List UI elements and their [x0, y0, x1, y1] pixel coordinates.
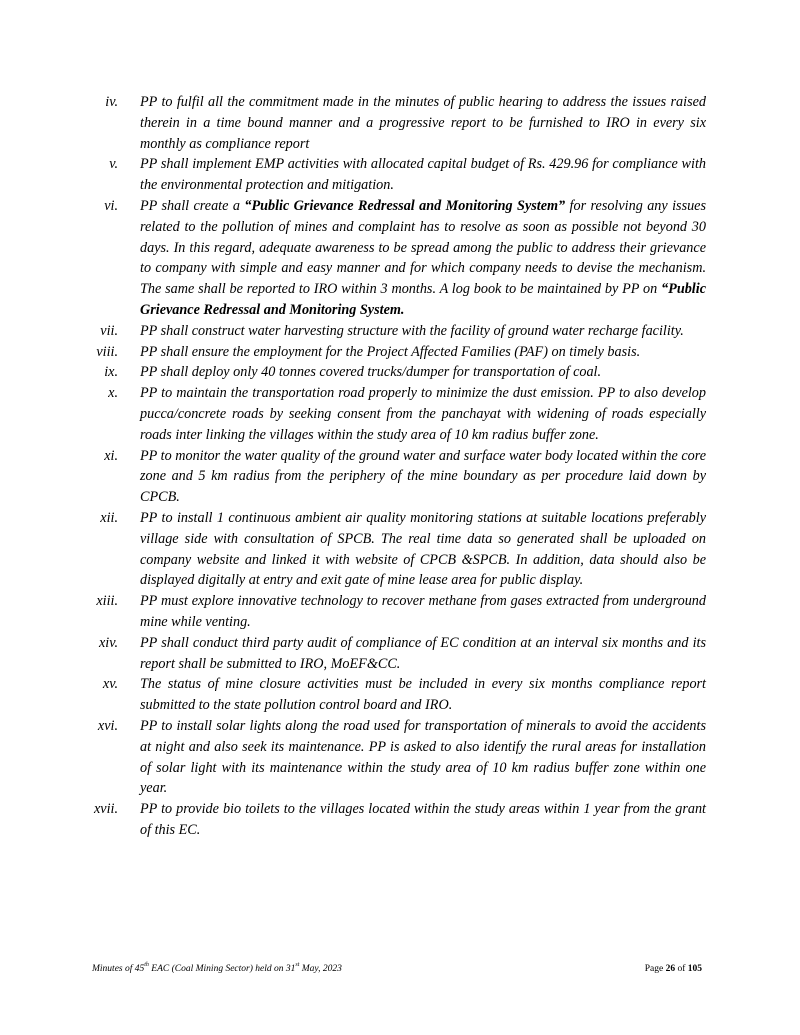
item-text: PP shall construct water harvesting structure with the facility of ground water recharge facility. [140, 322, 684, 339]
list-item [0, 633, 706, 675]
item-number: ix. [104, 364, 118, 381]
item-text: PP to maintain the transportation road properly to minimize the dust emission. PP to also develop pucca/concrete roads by seeking consent from the panchayat with widening of roads especially roads inter linking the villages within the study area of 10 km radius buffer zone. [140, 385, 706, 443]
list-item [0, 446, 706, 508]
item-text: PP shall ensure the employment for the Project Affected Families (PAF) on timely basis. [140, 343, 641, 360]
page-label: Page [644, 964, 666, 974]
footer-sup-st: st [295, 962, 300, 968]
item-number: vii. [100, 322, 118, 339]
item-text: PP to monitor the water quality of the ground water and surface water body located within the core zone and 5 km radius from the periphery of the mine boundary as per procedure laid down by CPCB. [140, 447, 706, 506]
item-text-pre: PP shall create a [140, 197, 245, 214]
footer-text-b: EAC (Coal Mining Sector) held on 31 [148, 964, 296, 974]
item-text [140, 198, 706, 318]
item-text: PP shall implement EMP activities with allocated capital budget of Rs. 429.96 for compliance with the environmental protection and mitigation. [140, 156, 706, 194]
list-item [0, 321, 706, 342]
item-number: xvii. [93, 801, 118, 818]
footer-text-c: May, 2023 [299, 964, 342, 974]
footer-meeting-info [92, 964, 708, 974]
item-number: v. [109, 156, 118, 173]
item-number: xvi. [97, 717, 118, 734]
item-number: iv. [105, 94, 118, 110]
item-text: PP to install solar lights along the road used for transportation of minerals to avoid the accidents at night and also seek its maintenance. PP is asked to also identify the rural areas for installation of solar light with its maintenance within the study area of 10 km radius buffer zone within one year. [140, 717, 706, 797]
item-number: xiv. [98, 634, 118, 651]
list-item [0, 508, 706, 591]
item-text: PP shall deploy only 40 tonnes covered trucks/dumper for transportation of coal. [140, 364, 602, 381]
item-text: PP shall conduct third party audit of compliance of EC condition at an interval six months and its report shall be submitted to IRO, MoEF&CC. [140, 634, 706, 672]
list-item [0, 342, 706, 363]
page-total: 105 [687, 964, 702, 974]
page-current: 26 [665, 964, 676, 974]
item-number: vi. [104, 197, 118, 214]
list-item [0, 92, 706, 154]
list-item [0, 674, 706, 716]
item-text-mid: for resolving any issues related to the pollution of mines and complaint has to resolve as soon as possible not beyond 30 days. In this regard, adequate awareness to be spread among the public to address their grievance to company with simple and easy manner and for which company needs to devise the mechanism. The same shall be reported to IRO within 3 months. A log book to be maintained by PP on [140, 197, 707, 298]
item-text: PP to provide bio toilets to the villages located within the study areas within 1 year from the grant of this EC. [140, 801, 706, 838]
list-item [0, 362, 706, 383]
footer-text-a: Minutes of 45 [92, 964, 145, 974]
item-number: xii. [100, 509, 118, 526]
page-number [645, 964, 702, 974]
item-number: xi. [104, 447, 118, 464]
list-item [0, 799, 706, 841]
item-number: x. [108, 385, 118, 402]
list-item [0, 383, 706, 445]
item-number: xv. [102, 676, 118, 693]
item-number: xiii. [96, 593, 118, 610]
item-text: PP to install 1 continuous ambient air quality monitoring stations at suitable locations preferably village side with consultation of SPCB. The real time data so generated shall be uploaded on company website and linked it with website of CPCB &SPCB. In addition, data should also be displayed digitally at entry and exit gate of mine lease area for public display. [140, 509, 706, 589]
item-text: PP to fulfil all the commitment made in the minutes of public hearing to address the issues raised therein in a time bound manner and a progressive report to be furnished to IRO in every six monthly as compliance report [140, 94, 706, 152]
item-number: viii. [96, 343, 118, 360]
footer-sup-th: th [144, 962, 149, 968]
list-item [0, 591, 706, 633]
grievance-system-name-2: “Public Grievance Redressal and Monitoring System. [140, 281, 706, 318]
item-text: PP must explore innovative technology to recover methane from gases extracted from underground mine while venting. [140, 593, 706, 630]
list-item [0, 716, 706, 799]
page-of: of [675, 964, 688, 974]
list-item [0, 154, 706, 196]
item-text: The status of mine closure activities must be included in every six months compliance report submitted to the state pollution control board and IRO. [140, 676, 706, 714]
grievance-system-name: “Public Grievance Redressal and Monitoring System” [244, 197, 566, 214]
conditions-list [0, 92, 800, 841]
list-item [0, 196, 706, 321]
